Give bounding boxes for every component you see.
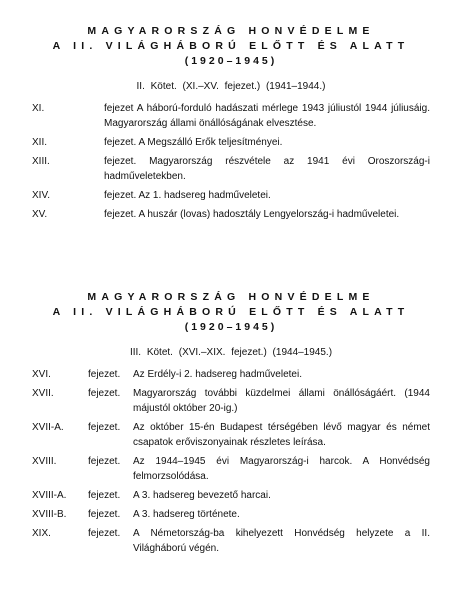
volume-heading: II. Kötet. (XI.–XV. fejezet.) (1941–1944.)	[136, 81, 326, 92]
chapter-number: XI.	[32, 103, 45, 114]
chapter-label: fejezet.	[88, 528, 121, 539]
chapter-label: fejezet.	[88, 422, 121, 433]
chapter-text: A 3. hadsereg története.	[133, 509, 240, 520]
series-subtitle: A II. VILÁGHÁBORÚ ELŐTT ÉS ALATT	[52, 306, 410, 318]
volume-heading: III. Kötet. (XVI.–XIX. fejezet.) (1944–1945.)	[129, 347, 333, 358]
chapter-text: fejezet A háború-forduló hadászati mérlege 1943 júliustól 1944 júliusáig. Magyarország állami önállóságának elvesztése.	[104, 103, 430, 129]
chapter-number: XVI.	[32, 369, 51, 380]
chapter-text: Magyarország további küzdelmei állami önállóságáért. (1944 májustól október 20-ig.)	[133, 388, 430, 414]
chapter-number: XV.	[32, 209, 48, 220]
series-subtitle: A II. VILÁGHÁBORÚ ELŐTT ÉS ALATT	[52, 40, 410, 52]
chapter-text: A Németország-ba kihelyezett Honvédség helyzete a II. Világháború végén.	[133, 528, 430, 554]
chapter-number: XVII.	[32, 388, 54, 399]
chapter-entry	[32, 135, 430, 150]
chapter-text: Az Erdély-i 2. hadsereg hadműveletei.	[133, 369, 302, 380]
chapter-number: XVIII-A.	[32, 490, 67, 501]
chapter-number: XVII-A.	[32, 422, 64, 433]
chapter-entry	[32, 188, 430, 203]
chapter-text: Az 1944–1945 évi Magyarország-i harcok. A Honvédség felmorzsolódása.	[133, 456, 430, 482]
chapter-entry	[32, 507, 430, 522]
volume-iii-section	[32, 290, 430, 560]
chapter-text: fejezet. Magyarország részvétele az 1941 évi Oroszország-i hadműveletekben.	[104, 156, 430, 182]
chapter-number: XIII.	[32, 156, 50, 167]
series-years: (1920–1945)	[184, 321, 278, 333]
chapter-entry	[32, 454, 430, 484]
chapter-text: A 3. hadsereg bevezető harcai.	[133, 490, 271, 501]
chapter-entry	[32, 207, 430, 222]
chapter-number: XIX.	[32, 528, 51, 539]
chapter-label: fejezet.	[88, 490, 121, 501]
chapter-label: fejezet.	[88, 456, 121, 467]
chapter-entry	[32, 526, 430, 556]
chapter-entry	[32, 154, 430, 184]
chapter-number: XVIII-B.	[32, 509, 67, 520]
chapter-text: fejezet. A huszár (lovas) hadosztály Lengyelország-i hadműveletei.	[104, 209, 400, 220]
chapter-entry	[32, 420, 430, 450]
chapter-text: fejezet. A Megszálló Erők teljesítményei.	[104, 137, 283, 148]
chapter-entry	[32, 488, 430, 503]
chapter-number: XII.	[32, 137, 48, 148]
chapter-text: Az október 15-én Budapest térségében lévő magyar és német csapatok erőviszonyainak részletes leírása.	[133, 422, 430, 448]
chapter-number: XIV.	[32, 190, 50, 201]
series-title: MAGYARORSZÁG HONVÉDELME	[87, 291, 375, 303]
chapter-label: fejezet.	[88, 369, 121, 380]
series-years: (1920–1945)	[184, 55, 278, 67]
chapter-number: XVIII.	[32, 456, 57, 467]
chapter-label: fejezet.	[88, 388, 121, 399]
chapter-label: fejezet.	[88, 509, 121, 520]
series-title: MAGYARORSZÁG HONVÉDELME	[87, 25, 375, 37]
chapter-text: fejezet. Az 1. hadsereg hadműveletei.	[104, 190, 271, 201]
chapter-entry	[32, 367, 430, 382]
volume-ii-section	[32, 24, 430, 226]
chapter-entry	[32, 386, 430, 416]
chapter-entry	[32, 101, 430, 131]
